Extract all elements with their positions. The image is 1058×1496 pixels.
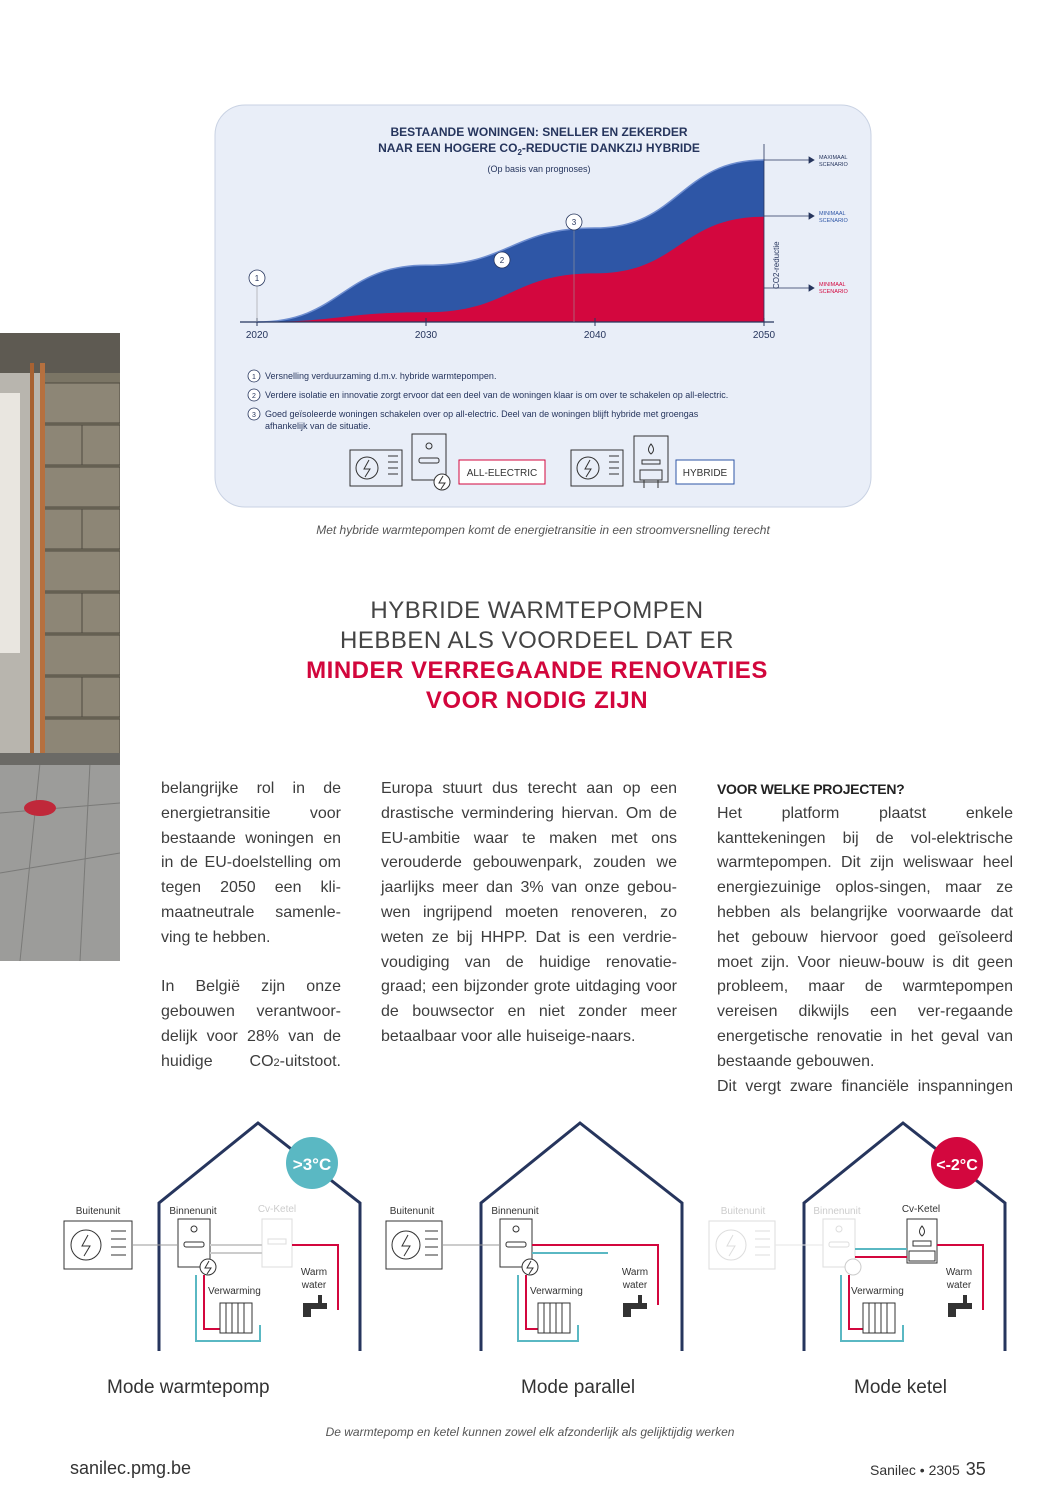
text-column-2 [381, 777, 677, 1050]
label-hybride: HYBRIDE [682, 468, 728, 479]
badge-cold: <-2°C [936, 1157, 978, 1174]
label-verwarming: Verwarming [851, 1286, 904, 1297]
headline-line1: HYBRIDE WARMTEPOMPEN [370, 597, 704, 624]
chart-marker-2: 2 [499, 256, 505, 265]
mode-warmtepomp-label: Mode warmtepomp [107, 1377, 270, 1398]
scenario-min-blue-label-1: MINIMAAL [819, 211, 846, 217]
col3-paragraph-2: Dit vergt zware financiële inspanningen [717, 1077, 1013, 1095]
footer-page-info [870, 1459, 986, 1480]
badge-warm: >3°C [292, 1155, 332, 1174]
headline-line3: MINDER VERREGAANDE RENOVATIES [306, 657, 768, 684]
x-tick-label-2020: 2020 [245, 330, 269, 341]
label-binnenunit: Binnenunit [491, 1206, 539, 1217]
label-binnenunit: Binnenunit [169, 1206, 217, 1217]
label-warm: Warm [300, 1267, 328, 1278]
label-cvketel: Cv-Ketel [901, 1204, 941, 1215]
basement-photo [0, 333, 120, 961]
legend-3-text2: afhankelijk van de situatie. [265, 421, 371, 431]
legend-1-text: Versnelling verduurzaming d.m.v. hybride warmtepompen. [265, 371, 497, 381]
text-column-1 [161, 777, 341, 1076]
scenario-min-red-label-2: SCENARIO [819, 289, 848, 295]
scenario-max-label-1: MAXIMAAL [819, 155, 848, 161]
headline-line4: VOOR NODIG ZIJN [425, 687, 649, 714]
footer-magazine: Sanilec • 2305 [870, 1462, 960, 1478]
label-buitenunit: Buitenunit [720, 1206, 766, 1217]
diagram-caption: De warmtepomp en ketel kunnen zowel elk afzonderlijk als gelijktijdig werken [325, 1425, 735, 1439]
diagram-mode-ketel [703, 1115, 1013, 1415]
col1-paragraph-2: In België zijn onze gebouwen verantwoor-delijk voor 28% van de huidige CO2-uitstoot. [161, 978, 341, 1070]
x-tick-label-2030: 2030 [414, 330, 438, 341]
headline-line2: HEBBEN ALS VOORDEEL DAT ER [339, 627, 734, 654]
chart-subtitle: (Op basis van prognoses) [487, 164, 591, 174]
scenario-min-red-label-1: MINIMAAL [819, 282, 846, 288]
label-binnenunit: Binnenunit [813, 1206, 861, 1217]
chart-y-label: CO2-reductie [772, 241, 781, 289]
label-water: water [301, 1280, 327, 1291]
headline [229, 596, 845, 716]
scenario-min-blue-label-2: SCENARIO [819, 218, 848, 224]
col1-paragraph-1: belangrijke rol in de energietransitie voor bestaande woningen en in de EU-doelstelling om tegen 2050 een kli-maatneutrale samenle-ving te hebben. [161, 780, 341, 946]
diagram-mode-parallel [378, 1115, 688, 1415]
col2-paragraph-1: Europa stuurt dus terecht aan op een drastische vermindering hiervan. Om de EU-ambitie waar te maken met ons verouderde gebouwenpark, zouden we jaarlijks meer dan 3% van onze gebou-wen ingrijpend moeten renoveren, zo weten ze bij HHPP. Dat is een verdrie-voudiging van de huidige renovatie-graad; een bijzonder grote uitdaging voor de bouwsector en niet zonder meer betaalbaar voor alle huiseige-naars. [381, 780, 677, 1045]
chart-marker-1: 1 [254, 274, 260, 283]
footer-site: sanilec.pmg.be [70, 1458, 192, 1478]
label-verwarming: Verwarming [208, 1286, 261, 1297]
label-buitenunit: Buitenunit [389, 1206, 435, 1217]
chart-title-line1: BESTAANDE WONINGEN: SNELLER EN ZEKERDER [390, 125, 688, 139]
label-warm: Warm [945, 1267, 973, 1278]
col3-heading: VOOR WELKE PROJECTEN? [717, 781, 905, 797]
label-all-electric: ALL-ELECTRIC [466, 468, 538, 479]
chart-caption: Met hybride warmtepompen komt de energietransitie in een stroomversnelling terecht [316, 523, 770, 537]
scenario-max-label-2: SCENARIO [819, 162, 848, 168]
chart-title-line2: NAAR EEN HOGERE $CO_2$-REDUCTIE DANKZIJ HYBRIDE [378, 141, 700, 157]
legend-2-text: Verdere isolatie en innovatie zorgt ervoor dat een deel van de woningen klaar is om over te schakelen op all-electric. [265, 390, 729, 400]
co2-reduction-chart [214, 104, 872, 508]
text-column-3 [717, 777, 1013, 1099]
mode-ketel-label: Mode ketel [854, 1377, 947, 1398]
label-water: water [946, 1280, 972, 1291]
label-verwarming: Verwarming [530, 1286, 583, 1297]
label-cvketel: Cv-Ketel [257, 1204, 297, 1215]
legend-3-num: 3 [252, 412, 256, 419]
legend-1-num: 1 [252, 374, 256, 381]
chart-marker-3: 3 [571, 218, 577, 227]
x-tick-label-2050: 2050 [752, 330, 776, 341]
label-water: water [622, 1280, 648, 1291]
page-number: 35 [965, 1459, 986, 1479]
mode-parallel-label: Mode parallel [521, 1377, 636, 1398]
col3-paragraph-1: Het platform plaatst enkele kanttekeningen bij de vol-elektrische warmtepompen. Dit zijn weliswaar heel energiezuinige oplos-singen, maar ze hebben als belangrijke voorwaarde dat het gebouw hiervoor goed geïsoleerd moet zijn. Voor nieuw-bouw is dit geen probleem, maar de warmtepompen vereisen dikwijls een ver-regaande energetische renovatie in het geval van bestaande gebouwen. [717, 804, 1013, 1070]
legend-2-num: 2 [252, 393, 256, 400]
label-buitenunit: Buitenunit [75, 1206, 121, 1217]
label-warm: Warm [621, 1267, 649, 1278]
diagram-mode-warmtepomp [56, 1115, 366, 1415]
legend-3-text: Goed geïsoleerde woningen schakelen over op all-electric. Deel van de woningen blijft hybride met groengas [265, 409, 699, 419]
x-tick-label-2040: 2040 [583, 330, 607, 341]
